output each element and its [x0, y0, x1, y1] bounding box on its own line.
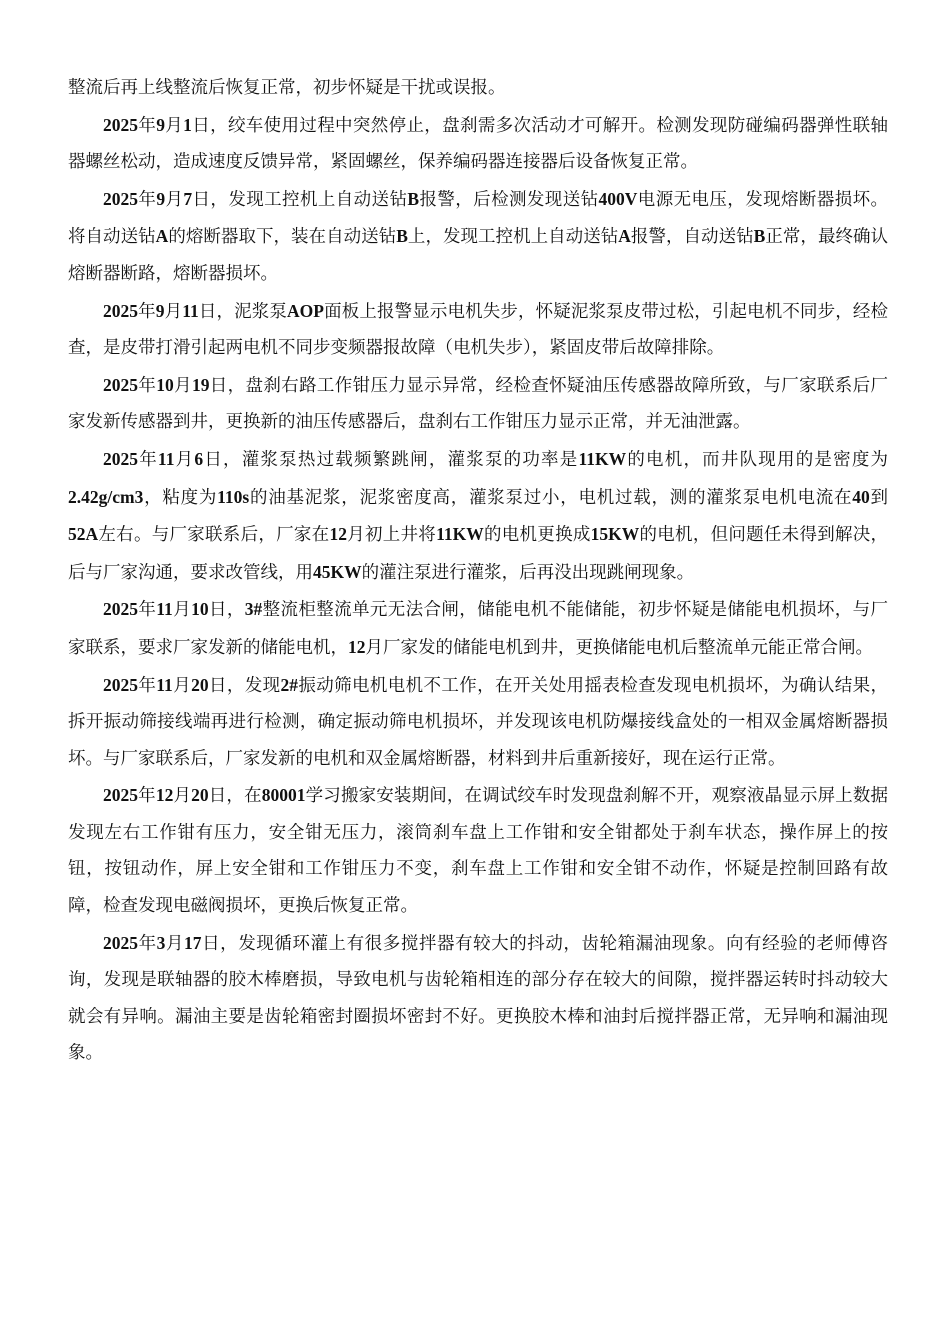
paragraph-text: 年 [138, 301, 156, 322]
paragraph-text: 年 [138, 786, 156, 807]
bold-value-text: 2025 [103, 300, 138, 321]
bold-value-text: 2025 [103, 448, 138, 469]
bold-value-text: 20 [191, 674, 209, 695]
document-body [68, 70, 888, 1072]
bold-value-text: B [396, 226, 408, 247]
bold-value-text: 12 [348, 636, 366, 657]
bold-value-text: 2025 [103, 785, 138, 806]
bold-value-text: AOP [287, 300, 324, 321]
paragraph-text: 上，发现工控机上自动送钻 [407, 227, 619, 248]
fault-record-paragraph [68, 181, 888, 293]
fault-record-paragraph [68, 441, 888, 591]
paragraph-text: 的油基泥浆，泥浆密度高，灌浆泵过小，电机过载，测的灌浆泵电机电流在 [249, 487, 853, 508]
paragraph-text: ，粘度为 [143, 487, 218, 508]
bold-value-text: 3# [244, 599, 263, 620]
bold-value-text: 20 [191, 785, 209, 806]
paragraph-text: 到 [869, 487, 889, 508]
bold-value-text: 11KW [578, 448, 627, 469]
paragraph-text: 整流后再上线整流后恢复正常，初步怀疑是干扰或误报。 [68, 78, 506, 98]
bold-value-text: 2025 [103, 599, 138, 620]
paragraph-text: 日，泥浆泵 [198, 301, 288, 322]
fault-record-paragraph [68, 925, 888, 1072]
bold-value-text: 2025 [103, 674, 138, 695]
paragraph-text: 日，发现循环灌上有很多搅拌器有较大的抖动，齿轮箱漏油现象。向有经验的老师傅咨询，发现是联轴器的胶木棒磨损，导致电机与齿轮箱相连的部分存在较大的间隙，搅拌器运转时抖动较大就会有异响。漏油主要是齿轮箱密封圈损坏密封不好。更换胶木棒和油封后搅拌器正常，无异响和漏油现象。 [68, 933, 889, 1064]
paragraph-text: 月初上井将 [346, 525, 437, 546]
bold-value-text: 11 [156, 599, 173, 620]
paragraph-text: 报警，自动送钻 [630, 227, 754, 248]
paragraph-text: 整流柜整流单元无法合闸，储能电机不能储能，初步怀疑是储能电机损坏，与厂家联系，要求厂家发新的储能电机， [68, 600, 889, 658]
bold-value-text: 2025 [103, 188, 138, 209]
paragraph-text: 月 [164, 115, 184, 136]
paragraph-text: 报警，后检测发现送钻 [419, 189, 599, 210]
fault-record-paragraph [68, 591, 888, 666]
paragraph-text: 月 [173, 786, 192, 807]
bold-value-text: 11 [156, 674, 173, 695]
bold-value-text: 15KW [590, 524, 640, 545]
paragraph-text: 月 [172, 600, 192, 621]
paragraph-text: 的熔断器取下，装在自动送钻 [168, 227, 397, 248]
bold-value-text: A [155, 226, 169, 247]
bold-value-text: 17 [184, 932, 202, 953]
paragraph-text: 年 [138, 375, 157, 396]
paragraph-text: 日，绞车使用过程中突然停止，盘刹需多次活动才可解开。检测发现防碰编码器弹性联轴器螺丝松动，造成速度反馈异常，紧固螺丝，保养编码器连接器后设备恢复正常。 [68, 115, 889, 173]
fault-record-paragraph [68, 667, 888, 778]
paragraph-text: 年 [138, 115, 157, 136]
bold-value-text: 2025 [103, 114, 138, 135]
bold-value-text: 10 [156, 374, 174, 395]
paragraph-text: 年 [138, 600, 157, 621]
bold-value-text: 1 [183, 114, 192, 135]
paragraph-text: 日，发现工控机上自动送钻 [192, 189, 408, 210]
paragraph-text: 日，发现 [208, 675, 281, 696]
bold-value-text: 110s [217, 486, 250, 507]
bold-value-text: 9 [155, 300, 165, 321]
bold-value-text: 3 [156, 932, 166, 953]
bold-value-text: 6 [194, 448, 204, 469]
bold-value-text: 7 [183, 188, 193, 209]
paragraph-text: 日， [208, 600, 245, 621]
bold-value-text: 2.42g/cm3 [68, 486, 144, 507]
bold-value-text: 2# [280, 674, 298, 695]
bold-value-text: 80001 [261, 785, 306, 806]
paragraph-text: 日，盘刹右路工作钳压力显示异常，经检查怀疑油压传感器故障所致，与厂家联系后厂家发新传感器到井，更换新的油压传感器后，盘刹右工作钳压力显示正常，并无油泄露。 [68, 375, 889, 433]
paragraph-text: 的电机更换成 [483, 525, 591, 546]
bold-value-text: 400V [598, 188, 638, 209]
paragraph-text: 左右。与厂家联系后，厂家在 [98, 525, 330, 546]
paragraph-text: 振动筛电机电机不工作，在开关处用摇表检查发现电机损坏，为确认结果，拆开振动筛接线端再进行检测，确定振动筛电机损坏，并发现该电机防爆接线盒处的一相双金属熔断器损坏。与厂家联系后，厂家发新的电机和双金属熔断器，材料到井后重新接好，现在运行正常。 [68, 675, 889, 769]
fault-record-paragraph [68, 367, 888, 441]
paragraph-text: 月 [164, 301, 183, 322]
paragraph-text: 的灌注泵进行灌浆，后再没出现跳闸现象。 [361, 562, 695, 583]
bold-value-text: 2025 [103, 932, 138, 953]
bold-value-text: 9 [156, 114, 165, 135]
paragraph-text: 月 [165, 933, 185, 954]
fault-record-paragraph [68, 777, 888, 924]
fault-record-paragraph [68, 107, 888, 181]
paragraph-text: 年 [138, 449, 158, 470]
bold-value-text: 11 [182, 300, 199, 321]
paragraph-text: 日，在 [208, 786, 262, 807]
paragraph-text: 年 [138, 933, 157, 954]
paragraph-text: 电源无电压，发现熔断器损坏。将自动送钻 [68, 189, 889, 248]
bold-value-text: 12 [155, 785, 174, 806]
paragraph-text: 年 [138, 189, 157, 210]
bold-value-text: 11KW [436, 524, 484, 545]
bold-value-text: 9 [156, 188, 166, 209]
paragraph-text: 的电机，而井队现用的是密度为 [626, 449, 889, 470]
paragraph-text: 学习搬家安装期间，在调试绞车时发现盘刹解不开，观察液晶显示屏上数据发现左右工作钳有压力，安全钳无压力，滚筒刹车盘上工作钳和安全钳都处于刹车状态，操作屏上的按钮，按钮动作，屏上安全钳和工作钳压力不变，刹车盘上工作钳和安全钳不动作，怀疑是控制回路有故障，检查发现电磁阀损坏，更换后恢复正常。 [68, 786, 889, 917]
paragraph-text: 月 [165, 189, 184, 210]
bold-value-text: A [618, 226, 631, 247]
bold-value-text: 40 [852, 486, 870, 507]
paragraph-text: 面板上报警显示电机失步，怀疑泥浆泵皮带过松，引起电机不同步，经检查，是皮带打滑引起两电机不同步变频器报故障（电机失步），紧固皮带后故障排除。 [68, 301, 888, 359]
bold-value-text: 52A [68, 524, 99, 545]
paragraph-text: 月 [173, 375, 192, 396]
bold-value-text: 19 [191, 374, 210, 395]
bold-value-text: 2025 [103, 374, 138, 395]
bold-value-text: 10 [191, 599, 209, 620]
bold-value-text: B [407, 188, 420, 209]
continued-paragraph [68, 70, 888, 107]
paragraph-text: 正常，最终确认熔断器断路，熔断器损坏。 [68, 227, 889, 284]
paragraph-text: 月 [174, 449, 195, 470]
paragraph-text: 的电机，但问题任未得到解决，后与厂家沟通，要求改管线，用 [68, 525, 889, 583]
paragraph-text: 日，灌浆泵热过载频繁跳闸，灌浆泵的功率是 [203, 449, 579, 470]
bold-value-text: 11 [157, 448, 175, 469]
paragraph-text: 年 [138, 675, 157, 696]
bold-value-text: 12 [329, 524, 347, 545]
paragraph-text: 月厂家发的储能电机到井，更换储能电机后整流单元能正常合闸。 [365, 637, 873, 658]
bold-value-text: B [753, 226, 766, 247]
paragraph-text: 月 [172, 675, 192, 696]
bold-value-text: 45KW [313, 561, 362, 582]
fault-record-paragraph [68, 293, 888, 367]
